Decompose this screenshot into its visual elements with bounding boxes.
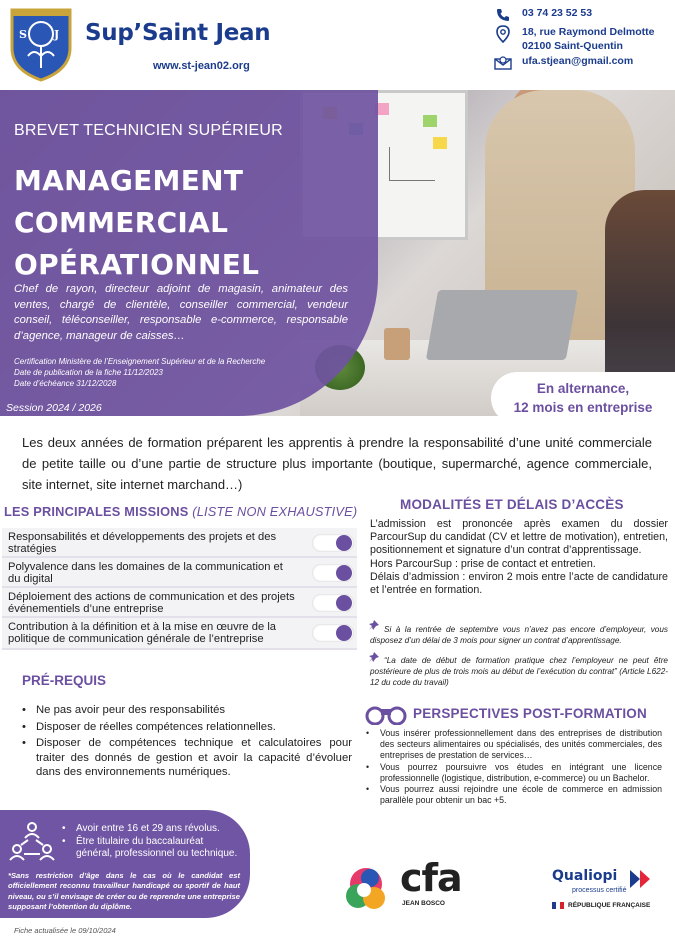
perspectives-heading: PERSPECTIVES POST-FORMATION xyxy=(413,706,647,721)
modalites-heading: MODALITÉS ET DÉLAIS D’ACCÈS xyxy=(400,497,624,512)
mission-toggle[interactable] xyxy=(312,624,354,642)
prerequis-item: • Ne pas avoir peur des responsabilités xyxy=(22,703,352,718)
publication-date: Date de publication de la fiche 11/12/2023 xyxy=(14,368,163,377)
missions-list xyxy=(2,528,357,650)
job-list: Chef de rayon, directeur adjoint de magasin, animateur des ventes, chargé de clientèle, conseiller commercial, vendeur conseil, téléconseiller, responsable e-commerce, responsable d’agence, manageur de caisses… xyxy=(14,283,348,342)
certification: Certification Ministère de l’Enseignement Supérieur et de la Recherche xyxy=(14,357,266,366)
modalites-p1: L’admission est prononcée après examen du dossier ParcourSup du candidat (CV et lettre de motivation), entretien, positionnement et signature d’un contrat d’apprentissage. xyxy=(370,518,668,557)
qualiopi-logo: Qualiopi xyxy=(552,868,618,884)
perspectives-item: • Vous pourrez aussi rejoindre une école de commerce en admission parallèle pour obtenir un bac +5. xyxy=(366,784,662,806)
website-link[interactable]: www.st-jean02.org xyxy=(153,60,250,72)
qualiopi-subtitle: processus certifié xyxy=(572,887,627,894)
logo-letter-j: J xyxy=(54,28,60,41)
mission-text: Polyvalence dans les domaines de la communication et du digital xyxy=(8,561,283,585)
modalites-text xyxy=(370,518,668,597)
mission-text: Responsabilités et développements des projets et des stratégies xyxy=(8,531,277,555)
prerequis-heading: PRÉ-REQUIS xyxy=(22,673,107,688)
modalites-p2: Hors ParcourSup : prise de contact et entretien. xyxy=(370,557,596,570)
phone-number: 03 74 23 52 53 xyxy=(522,7,593,19)
mission-toggle[interactable] xyxy=(312,534,354,552)
people-network-icon xyxy=(8,818,56,866)
alternance-line2: 12 mois en entreprise xyxy=(513,400,653,415)
intro-paragraph: Les deux années de formation préparent les apprentis à prendre la responsabilité d’une unité commerciale de petite taille ou d’une partie de structure plus importante (boutique, supermarché, agence commerciale, site internet, site internet marchand…) xyxy=(22,435,652,492)
modalites-note2: “La date de début de formation pratique chez l’employeur ne peut être postérieure de plus de trois mois au début de l’exécution du contrat” (Article L622-12 du code du travail) xyxy=(370,656,668,687)
address-line1: 18, rue Raymond Delmotte xyxy=(522,26,655,38)
contact-email[interactable] xyxy=(494,54,633,72)
logo-letter-s: S xyxy=(19,28,27,41)
age-item: • Avoir entre 16 et 29 ans révolus. xyxy=(62,823,242,835)
modalites-note1: Si à la rentrée de septembre vous n’avez pas encore d’employeur, vous disposez d’un délai de 3 mois pour signer un contrat d’apprentissage. xyxy=(370,625,668,645)
french-flag-icon xyxy=(552,902,564,909)
republique-francaise xyxy=(552,902,650,909)
location-pin-icon xyxy=(494,25,512,43)
alternance-line1: En alternance, xyxy=(536,381,630,396)
school-logo xyxy=(8,4,74,82)
perspectives-item: • Vous pourrez poursuivre vos études en intégrant une licence professionnelle (logistique, distribution, e-commerce) ou un Bachelor. xyxy=(366,762,662,784)
phone-icon xyxy=(494,6,512,24)
age-list xyxy=(62,823,242,861)
mission-item xyxy=(2,618,357,650)
perspectives-list xyxy=(366,728,662,806)
contact-address xyxy=(494,25,654,53)
page-title-line3: OPÉRATIONNEL xyxy=(14,248,260,281)
missions-heading-text: LES PRINCIPALES MISSIONS xyxy=(4,504,189,519)
qualiopi-mark-icon xyxy=(628,868,652,890)
prerequis-list xyxy=(22,703,352,782)
age-note: *Sans restriction d’âge dans le cas où le candidat est officiellement reconnu travailleur handicapé ou sportif de haut niveau, ou s’il envisage de créer ou de reprendre une entreprise supposant l’obtention du diplôme. xyxy=(8,871,240,912)
expiry-date: Date d’échéance 31/12/2028 xyxy=(14,379,117,388)
mission-item xyxy=(2,558,357,588)
mission-item xyxy=(2,528,357,558)
contact-phone[interactable] xyxy=(494,6,592,24)
page-title-line1: MANAGEMENT xyxy=(14,164,244,197)
school-name: Sup’Saint Jean xyxy=(85,20,271,46)
prerequis-item: • Disposer de réelles compétences relationnelles. xyxy=(22,720,352,735)
email-icon xyxy=(494,54,512,72)
diploma-type: BREVET TECHNICIEN SUPÉRIEUR xyxy=(14,122,283,139)
address-line2: 02100 Saint-Quentin xyxy=(522,40,623,52)
mission-toggle[interactable] xyxy=(312,564,354,582)
mission-text: Déploiement des actions de communication et des projets événementiels d’une entreprise xyxy=(8,591,295,615)
mission-text: Contribution à la définition et à la mise en œuvre de la politique de communication générale de l’entreprise xyxy=(8,621,277,645)
missions-heading xyxy=(4,504,357,519)
session-label: Session 2024 / 2026 xyxy=(6,402,102,414)
cfa-logo-text: cfa xyxy=(400,856,462,900)
email-address: ufa.stjean@gmail.com xyxy=(522,55,634,67)
page-title-line2: COMMERCIAL xyxy=(14,206,229,239)
mission-item xyxy=(2,588,357,618)
mission-toggle[interactable] xyxy=(312,594,354,612)
modalites-p3: Délais d’admission : environ 2 mois entre l’acte de candidature et l’entrée en formation. xyxy=(370,570,668,597)
update-date: Fiche actualisée le 09/10/2024 xyxy=(14,926,116,935)
binoculars-icon xyxy=(364,703,408,725)
missions-heading-note: (LISTE NON EXHAUSTIVE) xyxy=(192,504,358,519)
prerequis-item: • Disposer de compétences technique et calculatoires pour traiter des donnés de gestion et avoir la capacité d’évoluer dans des environnements numériques. xyxy=(22,736,352,780)
republique-label: RÉPUBLIQUE FRANÇAISE xyxy=(568,902,651,909)
age-item: • Être titulaire du baccalauréat général, professionnel ou technique. xyxy=(62,836,242,860)
cfa-logo-subtext: JEAN BOSCO xyxy=(402,900,445,907)
alternance-badge xyxy=(491,372,675,424)
perspectives-item: • Vous insérer professionnellement dans des entreprises de distribution des secteurs alimentaires ou spécialisés, des unités commerciales, des entreprises de prestation de services… xyxy=(366,728,662,762)
